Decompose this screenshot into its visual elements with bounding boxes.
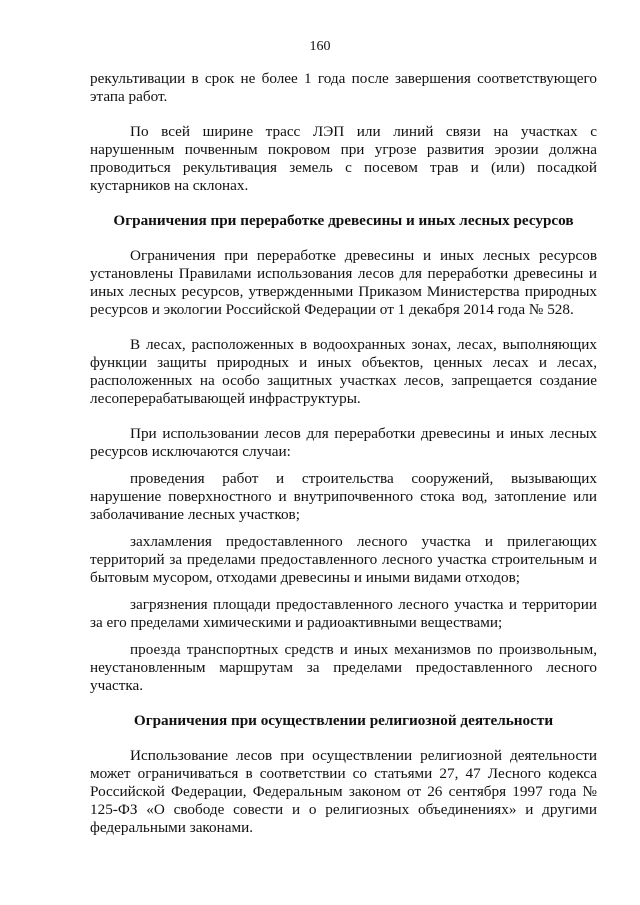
paragraph-religious-use: Использование лесов при осуществлении религиозной деятельности может ограничиваться в соответствии со статьями 27, 47 Лесного кодекса Российской Федерации, Федеральным законом от 26 сентября 1997 года № 125-ФЗ «О свободе совести и о религиозных объединениях» и другими федеральными законами. <box>90 747 597 836</box>
paragraph-rules: Ограничения при переработке древесины и иных лесных ресурсов установлены Правилами использования лесов для переработки древесины и иных лесных ресурсов, утвержденными Приказом Министерства природных ресурсов и экологии Российской Федерации от 1 декабря 2014 года № 528. <box>90 247 597 318</box>
page-content <box>90 70 597 837</box>
section-heading-wood-processing: Ограничения при переработке древесины и иных лесных ресурсов <box>113 212 574 229</box>
section-heading-religious: Ограничения при осуществлении религиозной деятельности <box>133 712 554 729</box>
list-item-littering: захламления предоставленного лесного участка и прилегающих территорий за пределами предоставленного лесного участка строительным и бытовым мусором, отходами древесины и иными видами отходов; <box>90 533 597 586</box>
paragraph-continuation: рекультивации в срок не более 1 года после завершения соответствующего этапа работ. <box>90 70 597 105</box>
paragraph-protected-forests: В лесах, расположенных в водоохранных зонах, лесах, выполняющих функции защиты природных и иных объектов, ценных лесах и лесах, расположенных на особо защитных участках лесов, запрещается создание лесоперерабатывающей инфраструктуры. <box>90 336 597 407</box>
paragraph-exclusions-intro: При использовании лесов для переработки древесины и иных лесных ресурсов исключаются случаи: <box>90 425 597 460</box>
list-item-pollution: загрязнения площади предоставленного лесного участка и территории за его пределами химическими и радиоактивными веществами; <box>90 596 597 631</box>
list-item-construction: проведения работ и строительства сооружений, вызывающих нарушение поверхностного и внутрипочвенного стока вод, затопление или заболачивание лесных участков; <box>90 470 597 523</box>
list-item-vehicles: проезда транспортных средств и иных механизмов по произвольным, неустановленным маршрутам за пределами предоставленного лесного участка. <box>90 641 597 694</box>
paragraph-reclamation: По всей ширине трасс ЛЭП или линий связи на участках с нарушенным почвенным покровом при угрозе развития эрозии должна проводиться рекультивация земель с посевом трав и (или) посадкой кустарников на склонах. <box>90 123 597 194</box>
page-number: 160 <box>309 39 331 54</box>
